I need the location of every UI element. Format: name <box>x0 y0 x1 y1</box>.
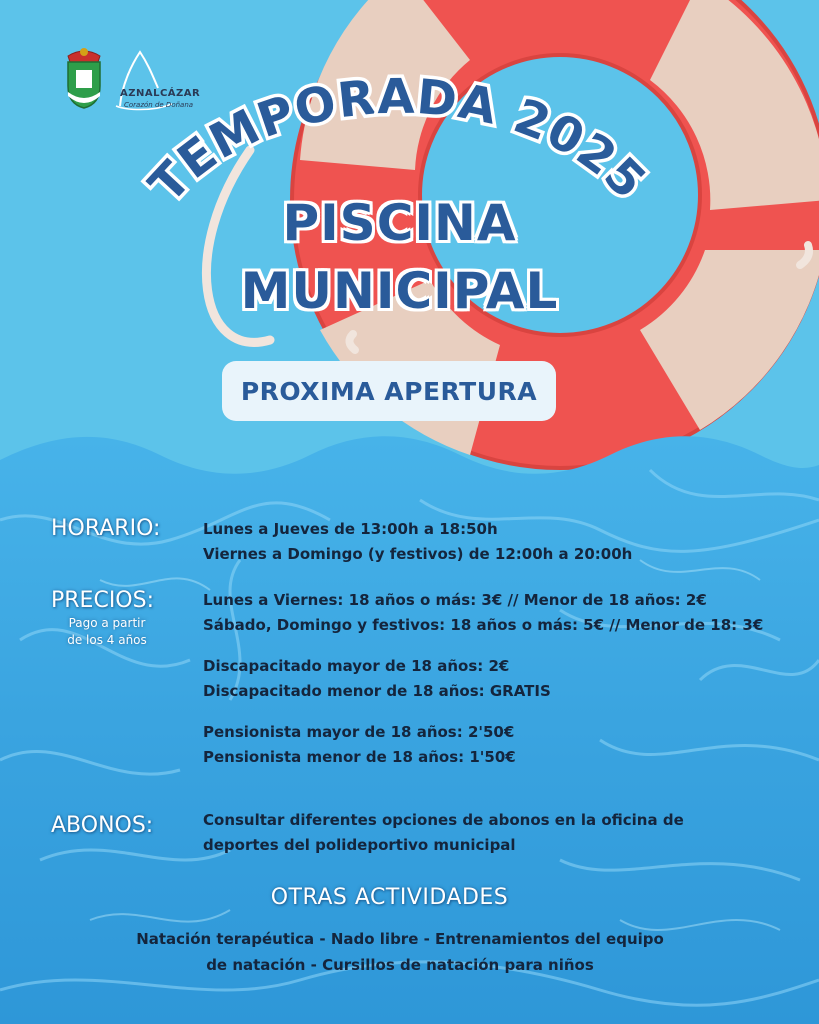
precios-note-line-2: de los 4 años <box>67 633 147 647</box>
season-title: TEMPORADA 2025 <box>138 68 657 214</box>
logo-text: AZNALCÁZAR <box>120 88 201 99</box>
horario-line-1: Lunes a Jueves de 13:00h a 18:50h <box>203 520 498 538</box>
otras-line-2: de natación - Cursillos de natación para niños <box>206 956 594 974</box>
precios-note <box>52 615 162 649</box>
precios-g2-line-2: Discapacitado menor de 18 años: GRATIS <box>203 682 551 700</box>
abonos-line-2: deportes del polideportivo municipal <box>203 836 516 854</box>
precios-g1-line-2: Sábado, Domingo y festivos: 18 años o más: 5€ // Menor de 18: 3€ <box>203 616 764 634</box>
precios-g3-line-2: Pensionista menor de 18 años: 1'50€ <box>203 748 516 766</box>
otras-title: OTRAS ACTIVIDADES <box>270 885 509 910</box>
horario-line-2: Viernes a Domingo (y festivos) de 12:00h a 20:00h <box>203 545 633 563</box>
opening-badge <box>222 361 556 421</box>
season-title-curve <box>0 0 819 300</box>
horario-label: HORARIO: <box>51 516 161 541</box>
abonos-label: ABONOS: <box>51 813 154 838</box>
precios-g3-line-1: Pensionista mayor de 18 años: 2'50€ <box>203 723 515 741</box>
otras-text <box>0 926 800 978</box>
precios-label: PRECIOS: <box>51 588 154 613</box>
title-piscina: PISCINA <box>282 194 517 252</box>
logo-subtitle: Corazón de Doñana <box>124 101 194 109</box>
precios-note-line-1: Pago a partir <box>68 616 146 630</box>
title-municipal: MUNICIPAL <box>240 262 559 320</box>
precios-g1-line-1: Lunes a Viernes: 18 años o más: 3€ // Menor de 18 años: 2€ <box>203 591 707 609</box>
precios-g2-line-1: Discapacitado mayor de 18 años: 2€ <box>203 657 510 675</box>
opening-badge-text: PROXIMA APERTURA <box>240 376 538 406</box>
svg-text:TEMPORADA 2025 <box>139 69 657 214</box>
abonos-line-1: Consultar diferentes opciones de abonos en la oficina de <box>203 811 684 829</box>
otras-line-1: Natación terapéutica - Nado libre - Entrenamientos del equipo <box>136 930 664 948</box>
